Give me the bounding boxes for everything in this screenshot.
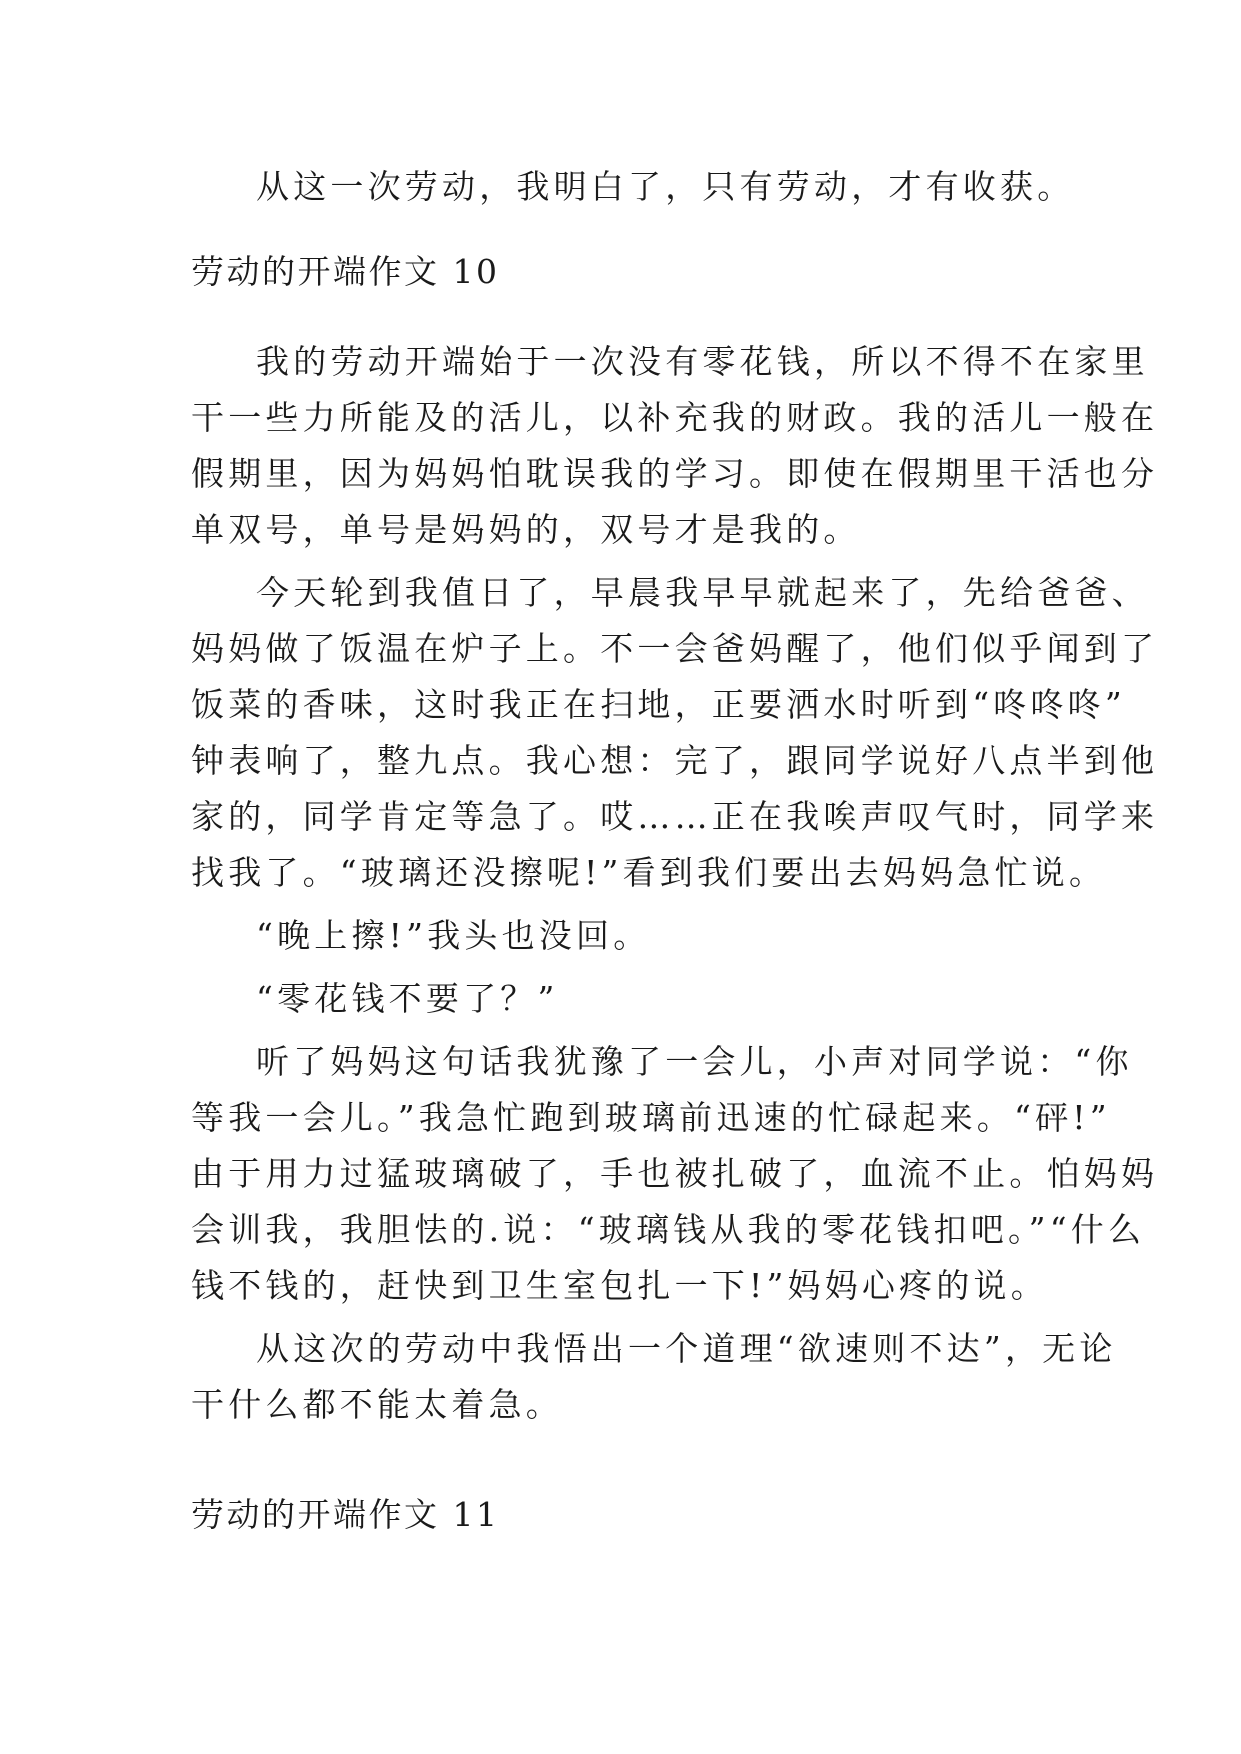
paragraph-line: “晚上擦!”我头也没回。	[256, 916, 651, 955]
paragraph-line: 听了妈妈这句话我犹豫了一会儿，小声对同学说：“你	[256, 1042, 1133, 1081]
paragraph-line: 单双号，单号是妈妈的，双号才是我的。	[191, 510, 861, 549]
paragraph-line: 干一些力所能及的活儿，以补充我的财政。我的活儿一般在	[191, 398, 1159, 437]
paragraph-line: 从这次的劳动中我悟出一个道理“欲速则不达”，无论	[256, 1329, 1117, 1368]
paragraph-line: 会训我，我胆怯的.说：“玻璃钱从我的零花钱扣吧。”“什么	[191, 1210, 1146, 1249]
paragraph-line: “零花钱不要了？”	[256, 979, 559, 1018]
essay-heading: 劳动的开端作文 11	[191, 1495, 500, 1534]
paragraph-line: 饭菜的香味，这时我正在扫地，正要洒水时听到“咚咚咚”	[191, 685, 1126, 724]
paragraph-line: 家的，同学肯定等急了。哎……正在我唉声叹气时，同学来	[191, 797, 1159, 836]
paragraph-line: 妈妈做了饭温在炉子上。不一会爸妈醒了，他们似乎闻到了	[191, 629, 1159, 668]
paragraph-line: 假期里，因为妈妈怕耽误我的学习。即使在假期里干活也分	[191, 454, 1159, 493]
paragraph-line: 钟表响了，整九点。我心想：完了，跟同学说好八点半到他	[191, 741, 1159, 780]
paragraph-line: 钱不钱的，赶快到卫生室包扎一下!”妈妈心疼的说。	[191, 1266, 1048, 1305]
essay-heading: 劳动的开端作文 10	[191, 252, 500, 291]
paragraph-line: 干什么都不能太着急。	[191, 1385, 563, 1424]
paragraph-line: 等我一会儿。”我急忙跑到玻璃前迅速的忙碌起来。“砰!”	[191, 1098, 1111, 1137]
paragraph-line: 找我了。“玻璃还没擦呢!”看到我们要出去妈妈急忙说。	[191, 853, 1107, 892]
paragraph-line: 今天轮到我值日了，早晨我早早就起来了，先给爸爸、	[256, 573, 1149, 612]
paragraph-line: 由于用力过猛玻璃破了，手也被扎破了，血流不止。怕妈妈	[191, 1154, 1159, 1193]
paragraph-line: 从这一次劳动，我明白了，只有劳动，才有收获。	[256, 167, 1075, 206]
paragraph-line: 我的劳动开端始于一次没有零花钱，所以不得不在家里	[256, 342, 1149, 381]
